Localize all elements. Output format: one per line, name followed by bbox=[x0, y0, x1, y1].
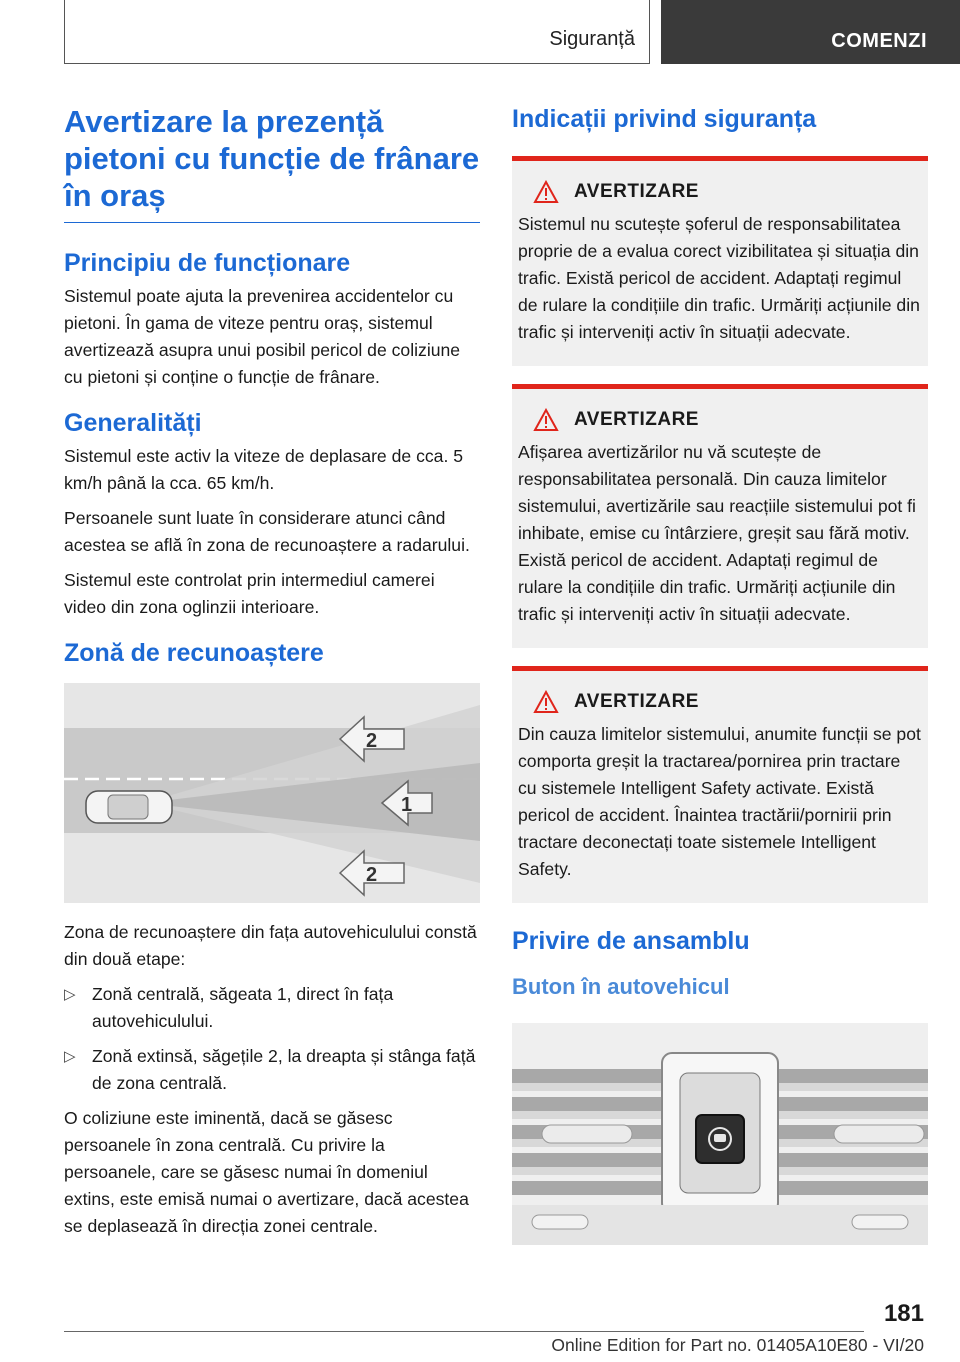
dashboard-button-illustration bbox=[512, 1023, 928, 1245]
warning-text: Sistemul nu scutește șoferul de responsabilitatea proprie de a evalua corect vizibilitatea și situația din trafic. Există pericol de accident. Adaptați regimul de rulare la condițiile din trafic. Urmăriți acțiunile din trafic și interveniți activ în situații adecvate. bbox=[518, 214, 920, 342]
warning-triangle-icon bbox=[518, 180, 564, 204]
warning-box bbox=[512, 156, 928, 366]
heading-safety-notes: Indicații privind siguranța bbox=[512, 105, 817, 133]
triangle-bullet-icon: ▷ bbox=[64, 1048, 76, 1065]
page-title: Avertizare la prezență pietoni cu funcție de frânare în oraș bbox=[64, 103, 480, 223]
warning-title: AVERTIZARE bbox=[574, 691, 699, 712]
list-item bbox=[64, 1043, 480, 1097]
warning-title: AVERTIZARE bbox=[574, 409, 699, 430]
heading-overview: Privire de ansamblu bbox=[512, 927, 750, 955]
header-section-label: Siguranță bbox=[549, 28, 635, 50]
heading-detection-zone: Zonă de recunoaștere bbox=[64, 639, 324, 667]
warning-box bbox=[512, 666, 928, 903]
text-collision: O coliziune este iminentă, dacă se găsesc persoanele în zona centrală. Cu privire la persoanele, care se găsesc numai în domeniul extins, este emisă numai o avertizare, dacă acestea se deplasează în direcția zonei centrale. bbox=[64, 1108, 469, 1236]
header-section-tab bbox=[64, 0, 650, 64]
triangle-bullet-icon: ▷ bbox=[64, 986, 76, 1003]
text-principle: Sistemul poate ajuta la prevenirea accidentelor cu pietoni. În gama de viteze pentru oraș, sistemul avertizează asupra unui posibil pericol de coliziune cu pietoni și conține o funcție de frânare. bbox=[64, 286, 461, 387]
heading-general: Generalități bbox=[64, 409, 202, 437]
text-general-1: Sistemul este activ la viteze de deplasare de cca. 5 km/h până la cca. 65 km/h. bbox=[64, 446, 464, 493]
car-icon bbox=[86, 791, 172, 823]
warning-triangle-icon bbox=[518, 690, 564, 714]
text-general-2: Persoanele sunt luate în considerare atunci când acestea se află în zona de recunoaștere a radarului. bbox=[64, 508, 470, 555]
warning-list bbox=[512, 156, 928, 903]
footer-divider bbox=[64, 1331, 864, 1332]
header-chapter-label: COMENZI bbox=[831, 30, 927, 52]
bullet-text: Zonă centrală, săgeata 1, direct în fața autovehiculului. bbox=[92, 984, 394, 1031]
detection-zone-diagram bbox=[64, 683, 480, 903]
warning-box bbox=[512, 384, 928, 648]
page-number: 181 bbox=[883, 1300, 924, 1327]
bullet-text: Zonă extinsă, săgețile 2, la dreapta și stânga față de zona centrală. bbox=[92, 1046, 476, 1093]
driving-assistant-button-icon bbox=[696, 1115, 744, 1163]
zone-bullet-list bbox=[64, 981, 480, 1097]
warning-title: AVERTIZARE bbox=[574, 181, 699, 202]
heading-principle: Principiu de funcționare bbox=[64, 249, 351, 277]
right-column bbox=[512, 100, 928, 1245]
header-chapter-tab bbox=[661, 0, 960, 64]
warning-text: Din cauza limitelor sistemului, anumite funcții se pot comporta greșit la tractarea/pornirea prin tractare cu sistemele Intelligent Safety activate. Există pericol de accident. Înaintea tractării/pornirii prin tractare deconectați toate sistemele Intelligent Safety. bbox=[518, 724, 921, 879]
list-item bbox=[64, 981, 480, 1035]
arrow-label-middle: 1 bbox=[401, 794, 413, 816]
heading-button-in-vehicle: Buton în autovehicul bbox=[512, 974, 730, 999]
text-zone-intro: Zona de recunoaștere din fața autovehiculului constă din două etape: bbox=[64, 922, 477, 969]
left-column bbox=[64, 100, 480, 1240]
warning-text: Afișarea avertizărilor nu vă scutește de responsabilitatea personală. Din cauza limitelor sistemului, avertizările sau reacțiile sistemului pot fi inhibate, emise cu întârziere, greșit sau fără motiv. Există pericol de accident. Adaptați regimul de rulare la condițiile din trafic. Urmăriți acțiunile din trafic și interveniți activ în situații adecvate. bbox=[518, 442, 916, 624]
button-photo bbox=[512, 1023, 928, 1245]
footer-edition: Online Edition for Part no. 01405A10E80 - VI/20 bbox=[551, 1335, 924, 1355]
warning-triangle-icon bbox=[518, 408, 564, 432]
text-general-3: Sistemul este controlat prin intermediul camerei video din zona oglinzii interioare. bbox=[64, 570, 435, 617]
arrow-label-bottom: 2 bbox=[366, 864, 378, 886]
detection-zone-figure bbox=[64, 683, 480, 903]
arrow-label-top: 2 bbox=[366, 730, 378, 752]
